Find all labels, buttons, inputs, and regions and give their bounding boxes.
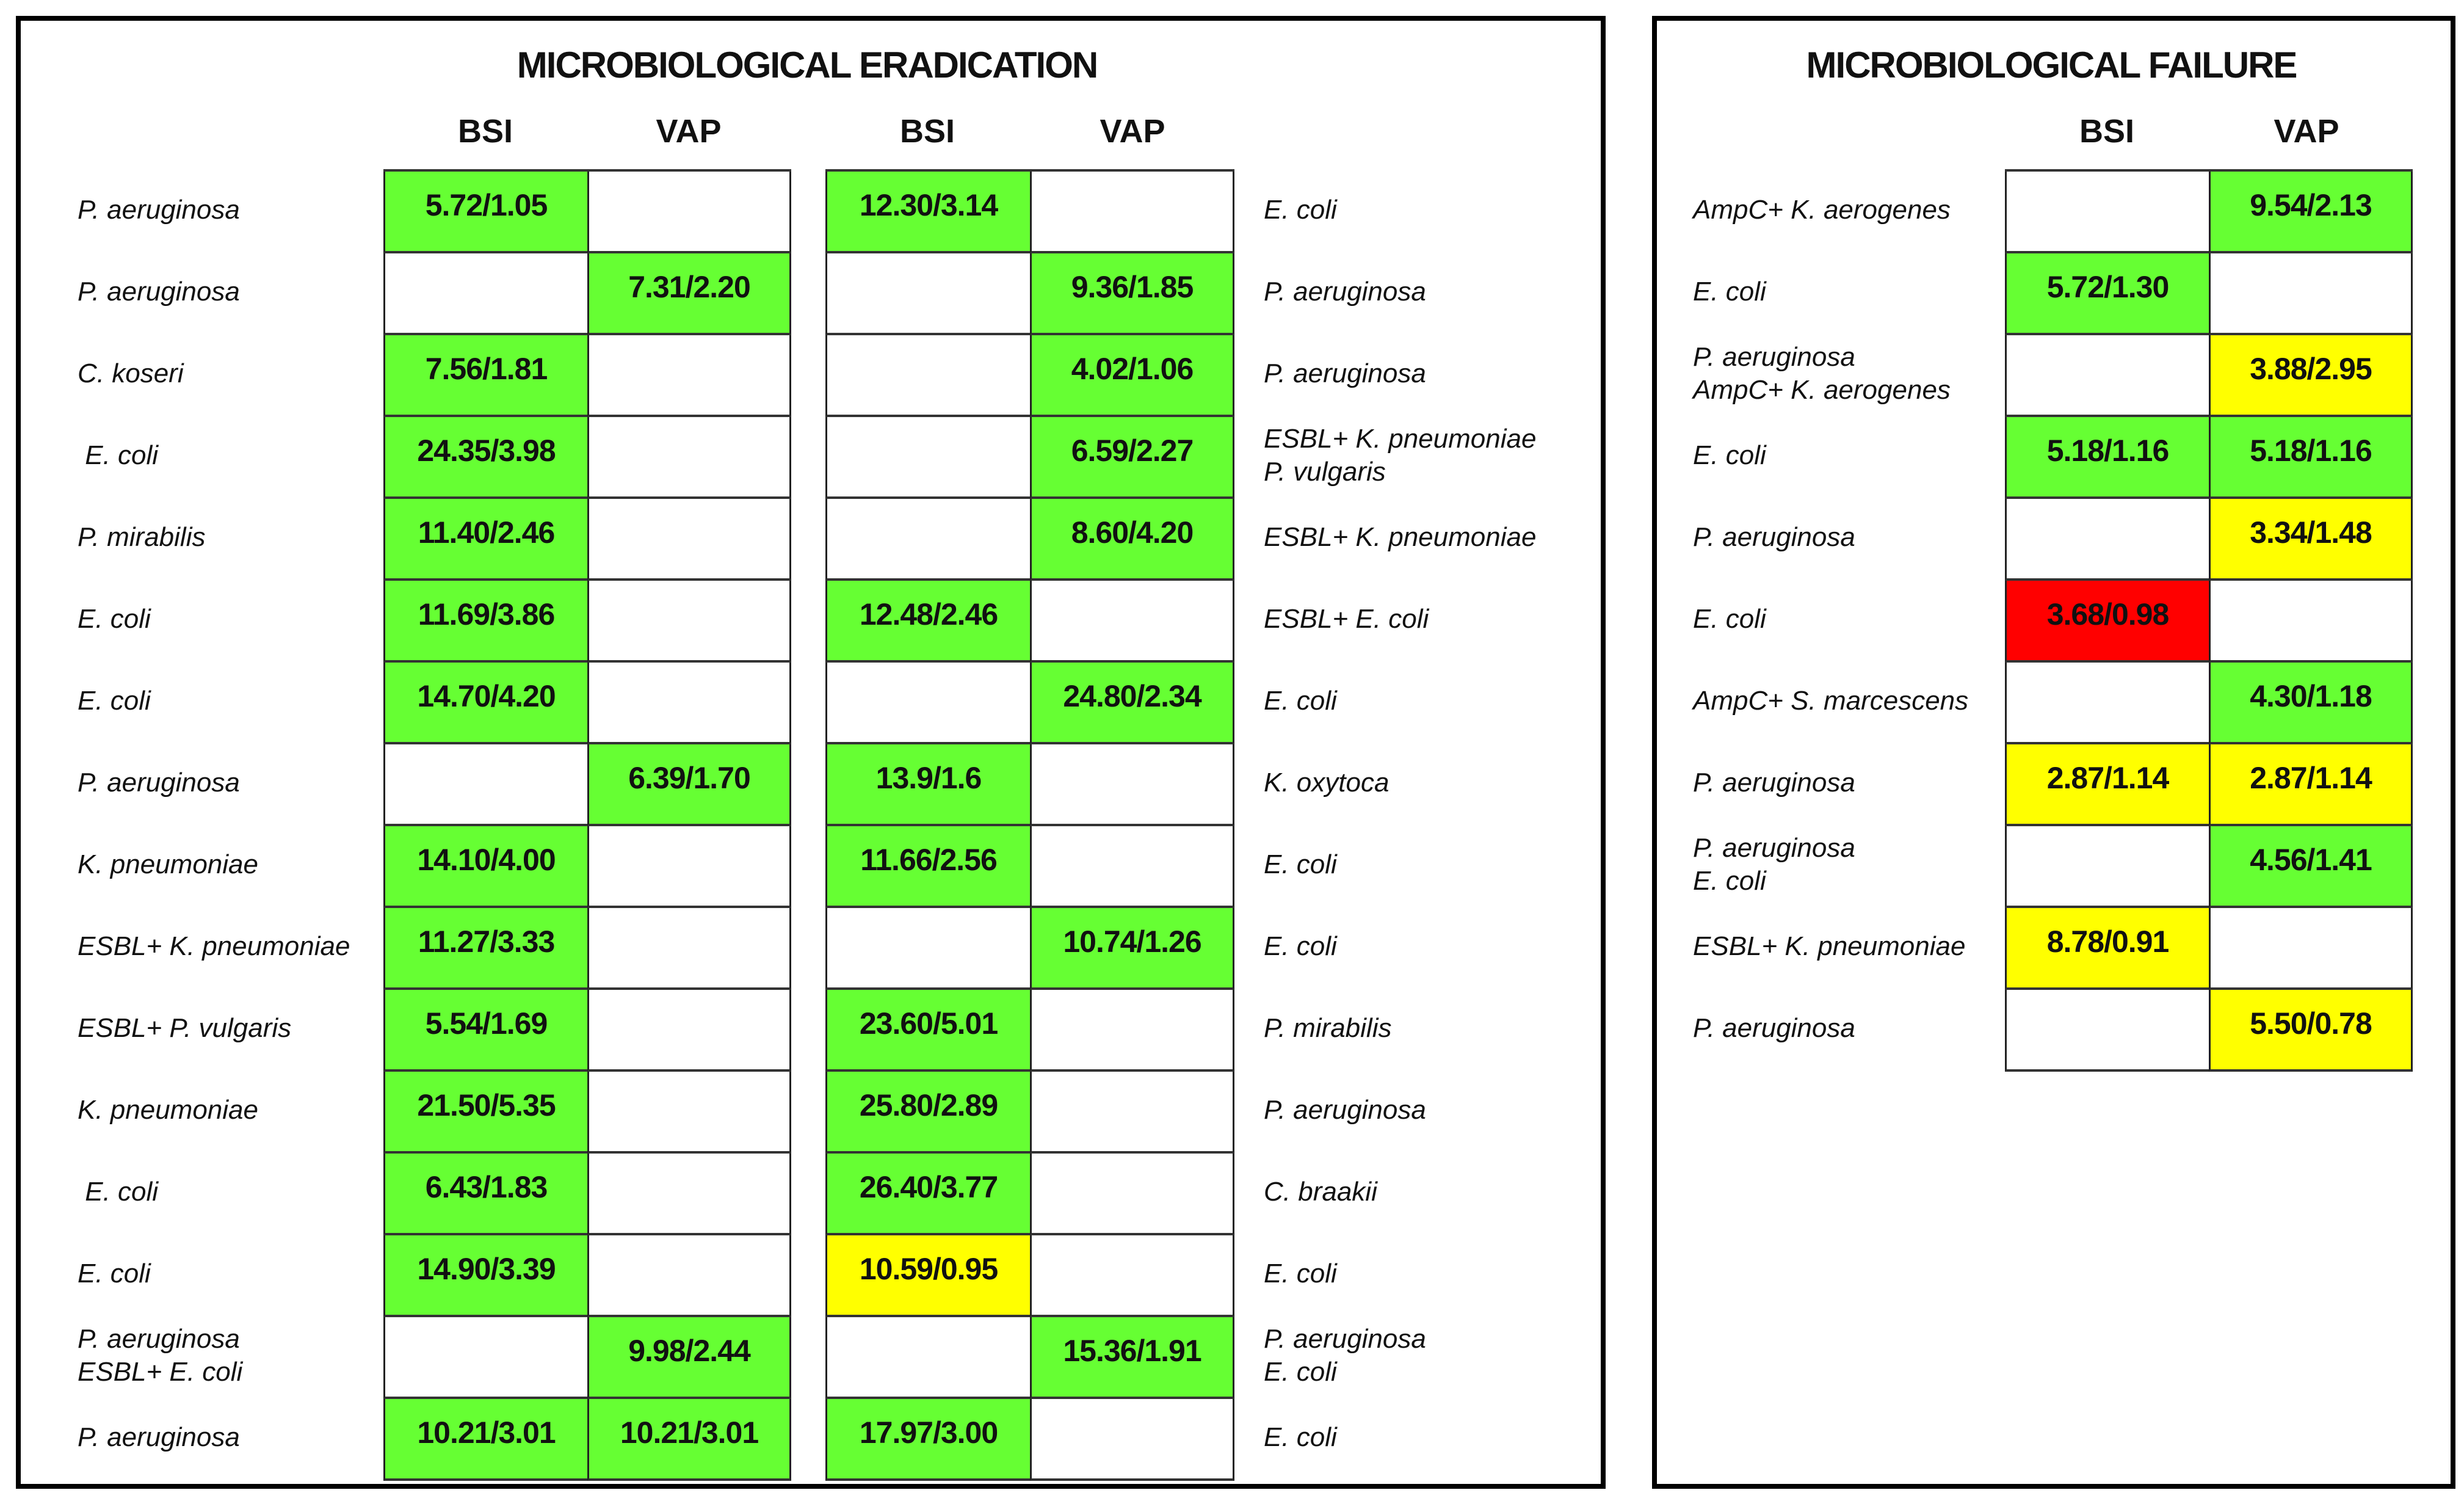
organism-label bbox=[1264, 578, 1429, 660]
vap-cell bbox=[1030, 1154, 1234, 1235]
organism-label bbox=[78, 1315, 242, 1397]
vap-cell: 9.36/1.85 bbox=[1030, 253, 1234, 335]
organism-label bbox=[1264, 1315, 1426, 1397]
organism-name: ESBL+ K. pneumoniae bbox=[1264, 424, 1537, 454]
table-row bbox=[383, 499, 791, 581]
table-row bbox=[383, 1154, 791, 1235]
vap-cell bbox=[587, 1235, 791, 1317]
table-row bbox=[825, 581, 1234, 663]
bsi-cell bbox=[2005, 172, 2209, 253]
table-row bbox=[825, 1235, 1234, 1317]
vap-cell bbox=[1030, 172, 1234, 253]
bsi-cell: 14.70/4.20 bbox=[383, 663, 587, 744]
bsi-cell: 6.43/1.83 bbox=[383, 1154, 587, 1235]
eradication-header-bsi-1: BSI bbox=[457, 113, 513, 150]
table-row bbox=[2005, 908, 2413, 990]
organism-name: E. coli bbox=[1693, 604, 1766, 634]
organism-name: E. coli bbox=[1693, 277, 1766, 307]
organism-label bbox=[1264, 824, 1337, 906]
eradication-right-table bbox=[825, 169, 1234, 1481]
bsi-cell: 14.90/3.39 bbox=[383, 1235, 587, 1317]
organism-label bbox=[78, 496, 205, 578]
table-row bbox=[825, 1154, 1234, 1235]
vap-cell bbox=[587, 1072, 791, 1154]
table-row bbox=[825, 663, 1234, 744]
organism-label bbox=[1264, 987, 1391, 1069]
organism-label bbox=[1264, 333, 1426, 415]
vap-cell: 5.50/0.78 bbox=[2209, 990, 2413, 1072]
organism-name: P. vulgaris bbox=[1264, 457, 1386, 487]
organism-label bbox=[1693, 333, 1951, 415]
organism-name: ESBL+ K. pneumoniae bbox=[1693, 931, 1966, 961]
table-row bbox=[2005, 744, 2413, 826]
vap-cell bbox=[587, 990, 791, 1072]
bsi-cell: 12.48/2.46 bbox=[825, 581, 1030, 663]
table-row bbox=[2005, 417, 2413, 499]
organism-label bbox=[78, 906, 350, 987]
bsi-cell bbox=[825, 1317, 1030, 1399]
table-row bbox=[383, 826, 791, 908]
organism-name: C. braakii bbox=[1264, 1177, 1377, 1207]
vap-cell: 4.02/1.06 bbox=[1030, 335, 1234, 417]
bsi-cell bbox=[383, 744, 587, 826]
organism-label bbox=[78, 1397, 240, 1478]
vap-cell: 3.34/1.48 bbox=[2209, 499, 2413, 581]
eradication-header-bsi-2: BSI bbox=[899, 113, 955, 150]
organism-name: E. coli bbox=[78, 604, 151, 634]
organism-label bbox=[1693, 496, 1855, 578]
vap-cell bbox=[1030, 990, 1234, 1072]
bsi-cell bbox=[825, 335, 1030, 417]
organism-label bbox=[1693, 742, 1855, 824]
vap-cell bbox=[1030, 581, 1234, 663]
organism-label bbox=[78, 415, 158, 496]
organism-label bbox=[1264, 1069, 1426, 1151]
organism-name: P. aeruginosa bbox=[78, 277, 240, 307]
bsi-cell: 21.50/5.35 bbox=[383, 1072, 587, 1154]
table-row bbox=[2005, 172, 2413, 253]
table-row bbox=[383, 1317, 791, 1399]
bsi-cell: 5.72/1.30 bbox=[2005, 253, 2209, 335]
organism-name: P. aeruginosa bbox=[1693, 768, 1855, 798]
vap-cell: 9.98/2.44 bbox=[587, 1317, 791, 1399]
organism-name: E. coli bbox=[78, 1259, 151, 1288]
organism-name: P. aeruginosa bbox=[1693, 342, 1855, 372]
organism-label bbox=[78, 824, 258, 906]
bsi-cell: 11.27/3.33 bbox=[383, 908, 587, 990]
vap-cell: 6.39/1.70 bbox=[587, 744, 791, 826]
table-row bbox=[825, 1317, 1234, 1399]
organism-name: E. coli bbox=[1264, 686, 1337, 716]
table-row bbox=[383, 253, 791, 335]
organism-name: K. pneumoniae bbox=[78, 849, 258, 879]
vap-cell bbox=[587, 335, 791, 417]
table-row bbox=[383, 581, 791, 663]
vap-cell bbox=[587, 1154, 791, 1235]
table-row bbox=[2005, 663, 2413, 744]
bsi-cell bbox=[2005, 499, 2209, 581]
organism-label bbox=[78, 1151, 158, 1233]
bsi-cell: 24.35/3.98 bbox=[383, 417, 587, 499]
organism-name: ESBL+ E. coli bbox=[78, 1357, 243, 1387]
organism-name: P. aeruginosa bbox=[1264, 358, 1426, 388]
bsi-cell bbox=[383, 253, 587, 335]
bsi-cell: 5.54/1.69 bbox=[383, 990, 587, 1072]
table-row bbox=[825, 908, 1234, 990]
bsi-cell bbox=[2005, 826, 2209, 908]
table-row bbox=[2005, 990, 2413, 1072]
vap-cell: 24.80/2.34 bbox=[1030, 663, 1234, 744]
organism-label bbox=[78, 578, 151, 660]
vap-cell: 15.36/1.91 bbox=[1030, 1317, 1234, 1399]
eradication-left-table bbox=[383, 169, 791, 1481]
organism-label bbox=[1264, 1233, 1337, 1315]
organism-name: E. coli bbox=[78, 1177, 159, 1207]
organism-name: P. aeruginosa bbox=[1693, 1013, 1855, 1043]
table-row bbox=[383, 990, 791, 1072]
organism-label bbox=[1693, 578, 1766, 660]
table-row bbox=[383, 417, 791, 499]
bsi-cell: 10.21/3.01 bbox=[383, 1399, 587, 1481]
vap-cell: 4.30/1.18 bbox=[2209, 663, 2413, 744]
vap-cell bbox=[587, 417, 791, 499]
vap-cell bbox=[587, 663, 791, 744]
organism-name: P. aeruginosa bbox=[78, 1324, 240, 1354]
table-row bbox=[825, 417, 1234, 499]
organism-label bbox=[1693, 251, 1766, 333]
bsi-cell bbox=[383, 1317, 587, 1399]
table-row bbox=[2005, 253, 2413, 335]
organism-label bbox=[1264, 1397, 1337, 1478]
failure-header-bsi: BSI bbox=[2079, 113, 2135, 150]
vap-cell bbox=[587, 499, 791, 581]
organism-label bbox=[1264, 906, 1337, 987]
organism-name: P. aeruginosa bbox=[78, 1422, 240, 1452]
vap-cell: 8.60/4.20 bbox=[1030, 499, 1234, 581]
organism-label bbox=[1693, 169, 1951, 251]
organism-name: E. coli bbox=[1693, 440, 1766, 470]
organism-name: AmpC+ K. aerogenes bbox=[1693, 195, 1951, 225]
organism-name: E. coli bbox=[1264, 849, 1337, 879]
organism-name: K. pneumoniae bbox=[78, 1095, 258, 1125]
table-row bbox=[825, 826, 1234, 908]
organism-name: AmpC+ K. aerogenes bbox=[1693, 375, 1951, 405]
vap-cell: 10.21/3.01 bbox=[587, 1399, 791, 1481]
organism-label bbox=[78, 1233, 151, 1315]
organism-name: P. aeruginosa bbox=[1693, 522, 1855, 552]
vap-cell bbox=[587, 908, 791, 990]
vap-cell: 5.18/1.16 bbox=[2209, 417, 2413, 499]
organism-name: P. aeruginosa bbox=[1264, 1324, 1426, 1354]
organism-label bbox=[78, 169, 240, 251]
bsi-cell: 11.40/2.46 bbox=[383, 499, 587, 581]
organism-name: ESBL+ K. pneumoniae bbox=[1264, 522, 1537, 552]
eradication-header-vap-2: VAP bbox=[1100, 113, 1165, 150]
table-row bbox=[825, 1072, 1234, 1154]
bsi-cell: 13.9/1.6 bbox=[825, 744, 1030, 826]
table-row bbox=[383, 663, 791, 744]
table-row bbox=[383, 1399, 791, 1481]
organism-label bbox=[1264, 660, 1337, 742]
organism-label bbox=[1264, 169, 1337, 251]
vap-cell: 4.56/1.41 bbox=[2209, 826, 2413, 908]
table-row bbox=[2005, 826, 2413, 908]
bsi-cell: 17.97/3.00 bbox=[825, 1399, 1030, 1481]
bsi-cell: 11.66/2.56 bbox=[825, 826, 1030, 908]
organism-label bbox=[1264, 496, 1536, 578]
bsi-cell bbox=[825, 908, 1030, 990]
failure-title: MICROBIOLOGICAL FAILURE bbox=[1806, 45, 2297, 85]
table-row bbox=[825, 1399, 1234, 1481]
organism-label bbox=[1693, 824, 1855, 906]
bsi-cell bbox=[2005, 335, 2209, 417]
eradication-title: MICROBIOLOGICAL ERADICATION bbox=[516, 45, 1098, 85]
organism-name: P. aeruginosa bbox=[1264, 277, 1426, 307]
bsi-cell: 14.10/4.00 bbox=[383, 826, 587, 908]
bsi-cell bbox=[825, 663, 1030, 744]
bsi-cell bbox=[2005, 663, 2209, 744]
organism-label bbox=[1264, 1151, 1377, 1233]
organism-label bbox=[78, 251, 240, 333]
organism-name: E. coli bbox=[1264, 195, 1337, 225]
bsi-cell: 3.68/0.98 bbox=[2005, 581, 2209, 663]
organism-label bbox=[78, 987, 291, 1069]
organism-name: E. coli bbox=[1693, 866, 1766, 896]
organism-name: E. coli bbox=[1264, 1259, 1337, 1288]
organism-label bbox=[1264, 742, 1389, 824]
bsi-cell: 7.56/1.81 bbox=[383, 335, 587, 417]
bsi-cell bbox=[825, 417, 1030, 499]
bsi-cell: 2.87/1.14 bbox=[2005, 744, 2209, 826]
organism-name: P. mirabilis bbox=[1264, 1013, 1392, 1043]
organism-name: P. aeruginosa bbox=[1264, 1095, 1426, 1125]
table-row bbox=[383, 172, 791, 253]
bsi-cell: 8.78/0.91 bbox=[2005, 908, 2209, 990]
organism-name: K. oxytoca bbox=[1264, 768, 1390, 798]
bsi-cell: 11.69/3.86 bbox=[383, 581, 587, 663]
vap-cell: 2.87/1.14 bbox=[2209, 744, 2413, 826]
table-row bbox=[383, 335, 791, 417]
organism-label bbox=[1264, 251, 1426, 333]
vap-cell bbox=[1030, 1399, 1234, 1481]
failure-table bbox=[2005, 169, 2413, 1072]
table-row bbox=[2005, 499, 2413, 581]
table-row bbox=[825, 744, 1234, 826]
vap-cell bbox=[1030, 744, 1234, 826]
vap-cell: 9.54/2.13 bbox=[2209, 172, 2413, 253]
organism-name: ESBL+ E. coli bbox=[1264, 604, 1429, 634]
organism-name: E. coli bbox=[1264, 1357, 1337, 1387]
organism-name: ESBL+ K. pneumoniae bbox=[78, 931, 350, 961]
organism-name: E. coli bbox=[1264, 931, 1337, 961]
vap-cell: 3.88/2.95 bbox=[2209, 335, 2413, 417]
table-row bbox=[383, 1072, 791, 1154]
vap-cell bbox=[1030, 826, 1234, 908]
organism-label bbox=[1693, 660, 1968, 742]
bsi-cell: 23.60/5.01 bbox=[825, 990, 1030, 1072]
organism-label bbox=[78, 660, 151, 742]
bsi-cell bbox=[825, 253, 1030, 335]
vap-cell bbox=[2209, 253, 2413, 335]
table-row bbox=[825, 253, 1234, 335]
vap-cell: 6.59/2.27 bbox=[1030, 417, 1234, 499]
vap-cell bbox=[2209, 908, 2413, 990]
table-row bbox=[383, 1235, 791, 1317]
bsi-cell: 5.72/1.05 bbox=[383, 172, 587, 253]
table-row bbox=[825, 172, 1234, 253]
table-row bbox=[825, 990, 1234, 1072]
table-row bbox=[383, 908, 791, 990]
vap-cell bbox=[587, 826, 791, 908]
bsi-cell: 10.59/0.95 bbox=[825, 1235, 1030, 1317]
vap-cell bbox=[2209, 581, 2413, 663]
organism-name: P. aeruginosa bbox=[78, 768, 240, 798]
eradication-header-vap-1: VAP bbox=[656, 113, 722, 150]
organism-name: C. koseri bbox=[78, 358, 184, 388]
organism-name: P. aeruginosa bbox=[1693, 833, 1855, 863]
organism-name: ESBL+ P. vulgaris bbox=[78, 1013, 292, 1043]
vap-cell bbox=[587, 581, 791, 663]
vap-cell: 10.74/1.26 bbox=[1030, 908, 1234, 990]
vap-cell bbox=[587, 172, 791, 253]
organism-name: E. coli bbox=[1264, 1422, 1337, 1452]
organism-name: E. coli bbox=[78, 440, 159, 470]
vap-cell bbox=[1030, 1235, 1234, 1317]
bsi-cell: 26.40/3.77 bbox=[825, 1154, 1030, 1235]
table-row bbox=[2005, 335, 2413, 417]
bsi-cell: 12.30/3.14 bbox=[825, 172, 1030, 253]
failure-header-vap: VAP bbox=[2274, 113, 2339, 150]
organism-label bbox=[1693, 906, 1965, 987]
bsi-cell bbox=[2005, 990, 2209, 1072]
vap-cell bbox=[1030, 1072, 1234, 1154]
organism-name: AmpC+ S. marcescens bbox=[1693, 686, 1969, 716]
bsi-cell: 25.80/2.89 bbox=[825, 1072, 1030, 1154]
organism-label bbox=[1693, 987, 1855, 1069]
bsi-cell bbox=[825, 499, 1030, 581]
organism-name: P. aeruginosa bbox=[78, 195, 240, 225]
organism-label bbox=[1264, 415, 1536, 496]
organism-label bbox=[78, 333, 184, 415]
organism-name: E. coli bbox=[78, 686, 151, 716]
table-row bbox=[825, 499, 1234, 581]
organism-label bbox=[78, 742, 240, 824]
bsi-cell: 5.18/1.16 bbox=[2005, 417, 2209, 499]
table-row bbox=[825, 335, 1234, 417]
organism-name: P. mirabilis bbox=[78, 522, 206, 552]
table-row bbox=[2005, 581, 2413, 663]
organism-label bbox=[78, 1069, 258, 1151]
table-row bbox=[383, 744, 791, 826]
organism-label bbox=[1693, 415, 1766, 496]
vap-cell: 7.31/2.20 bbox=[587, 253, 791, 335]
